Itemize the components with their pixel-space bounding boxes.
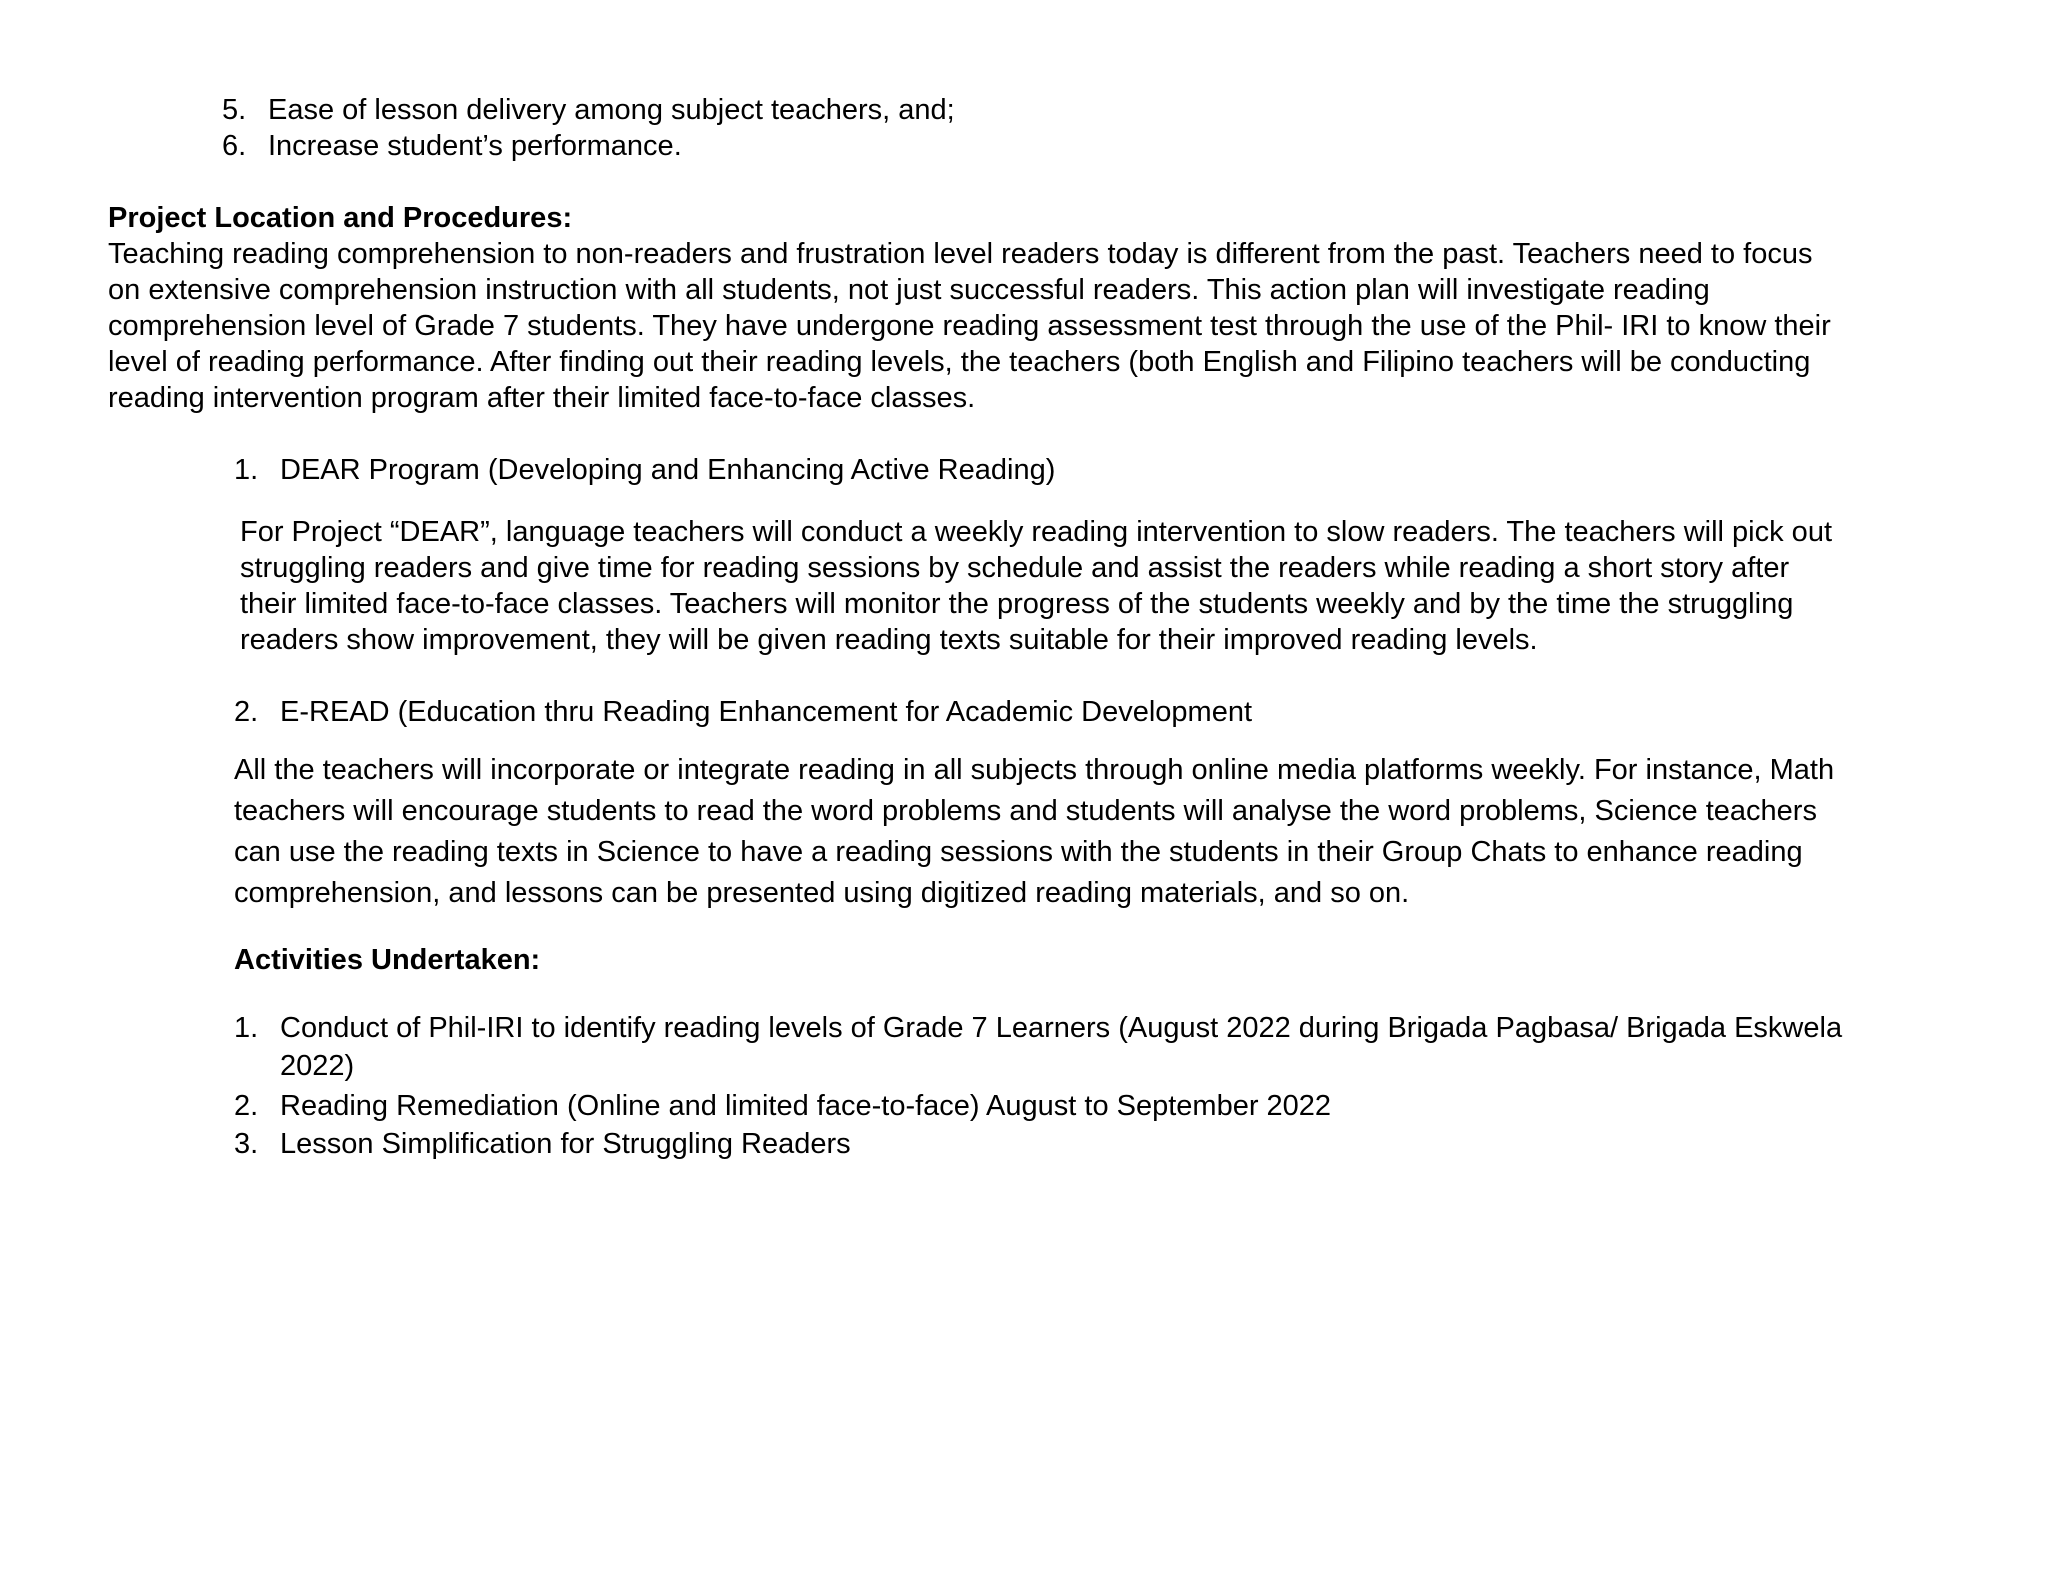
activity-number: 3. <box>234 1128 259 1160</box>
list-item-text: Ease of lesson delivery among subject teachers, and; <box>268 94 955 126</box>
program-description-line: comprehension, and lessons can be presented using digitized reading materials, and so on. <box>234 877 1410 909</box>
section-heading: Project Location and Procedures: <box>108 202 573 234</box>
activity-text: Lesson Simplification for Struggling Readers <box>280 1128 851 1160</box>
program-number: 2. <box>234 696 259 728</box>
list-item-number: 5. <box>222 94 247 126</box>
program-description-line: struggling readers and give time for reading sessions by schedule and assist the readers while reading a short story after <box>240 552 1790 584</box>
activity-text: 2022) <box>280 1050 355 1082</box>
section-heading: Activities Undertaken: <box>234 944 541 976</box>
program-description-line: readers show improvement, they will be given reading texts suitable for their improved reading levels. <box>240 624 1538 656</box>
program-description-line: All the teachers will incorporate or integrate reading in all subjects through online media platforms weekly. For instance, Math <box>234 754 1835 786</box>
paragraph-line: comprehension level of Grade 7 students. They have undergone reading assessment test through the use of the Phil- IRI to know their <box>108 310 1831 342</box>
program-description-line: can use the reading texts in Science to have a reading sessions with the students in their Group Chats to enhance reading <box>234 836 1803 868</box>
program-title: DEAR Program (Developing and Enhancing Active Reading) <box>280 454 1056 486</box>
paragraph-line: reading intervention program after their limited face-to-face classes. <box>108 382 976 414</box>
paragraph-line: Teaching reading comprehension to non-readers and frustration level readers today is different from the past. Teachers need to focus <box>108 238 1813 270</box>
program-description-line: their limited face-to-face classes. Teachers will monitor the progress of the students weekly and by the time the struggling <box>240 588 1794 620</box>
list-item-number: 6. <box>222 130 247 162</box>
program-title: E-READ (Education thru Reading Enhancement for Academic Development <box>280 696 1253 728</box>
program-description-line: For Project “DEAR”, language teachers will conduct a weekly reading intervention to slow readers. The teachers will pick out <box>240 516 1832 548</box>
program-number: 1. <box>234 454 259 486</box>
list-item-text: Increase student’s performance. <box>268 130 682 162</box>
activity-number: 1. <box>234 1012 259 1044</box>
activity-text: Conduct of Phil-IRI to identify reading levels of Grade 7 Learners (August 2022 during Brigada Pagbasa/ Brigada Eskwela <box>280 1012 1843 1044</box>
paragraph-line: level of reading performance. After finding out their reading levels, the teachers (both English and Filipino teachers will be conducting <box>108 346 1811 378</box>
program-description-line: teachers will encourage students to read the word problems and students will analyse the word problems, Science teachers <box>234 795 1817 827</box>
activity-text: Reading Remediation (Online and limited face-to-face) August to September 2022 <box>280 1090 1332 1122</box>
paragraph-line: on extensive comprehension instruction with all students, not just successful readers. This action plan will investigate reading <box>108 274 1710 306</box>
activity-number: 2. <box>234 1090 259 1122</box>
